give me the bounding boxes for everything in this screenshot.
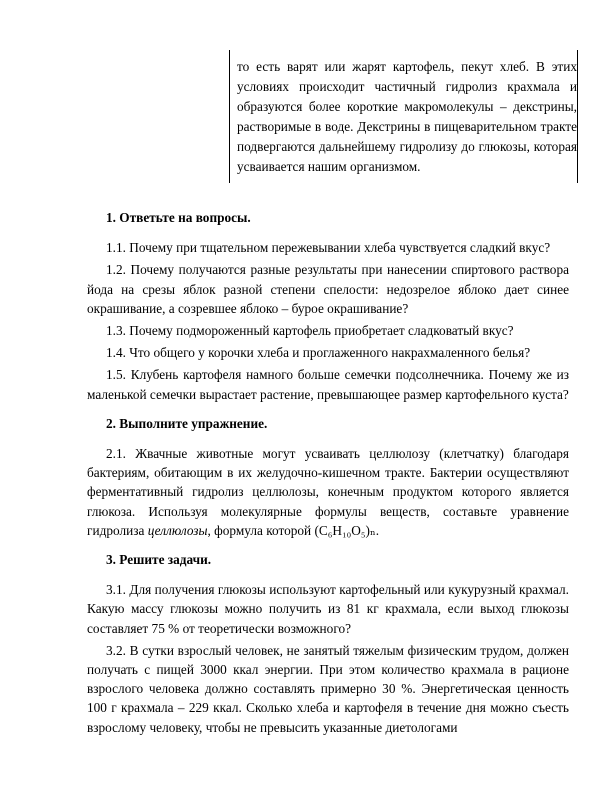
- boxed-text: [229, 50, 578, 183]
- section1-heading: 1. Ответьте на вопросы.: [106, 210, 251, 225]
- question-1-1: 1.1. Почему при тщательном пережевывании хлеба чувствуется сладкий вкус?: [106, 240, 551, 256]
- question-1-2: 1.2. Почему получаются разные результаты при нанесении спиртового раствора йода на срезы яблок разной степени спелости: недозрелое яблоко дает синее окрашивание, а созревшее яблоко – бурое окрашивание?: [87, 262, 569, 316]
- exercise-2-1: [87, 444, 569, 540]
- task-3-2: 3.2. В сутки взрослый человек, не занятый тяжелым физическим трудом, должен получать с пищей 3000 ккал энергии. При этом количество крахмала в рационе взрослого человека должно составлять примерно 30 %. Энергетическая ценность 100 г крахмала – 229 ккал. Сколько хлеба и картофеля в течение дня можно съесть взрослому человеку, чтобы не превысить указанные диетологами: [87, 642, 569, 735]
- exercise-2-1-italic: целлюлозы: [147, 522, 208, 538]
- exercise-2-1-text: 2.1. Жвачные животные могут усваивать целлюлозу (клетчатку) благодаря бактериям, обитающим в их желудочно-кишечном тракте. Бактерии осуществляют ферментативный гидролиз целлюлозы, конечным продуктом которого является глюкоза. Используя молекулярные формулы веществ, составьте уравнение гидролиза: [87, 446, 569, 538]
- question-1-3: 1.3. Почему подмороженный картофель приобретает сладковатый вкус?: [106, 323, 514, 339]
- section3-heading: 3. Решите задачи.: [106, 552, 212, 568]
- boxed-paragraph: то есть варят или жарят картофель, пекут хлеб. В этих условиях происходит частичный гидролиз крахмала и образуются более короткие макромолекулы – декстрины, растворимые в воде. Декстрины в пищеварительном тракте подвергаются дальнейшему гидролизу до глюкозы, которая усваивается нашим организмом.: [237, 59, 577, 174]
- section2-heading: 2. Выполните упражнение.: [106, 415, 268, 431]
- exercise-2-1-formula: , формула которой (C₆H₁₀O₅)ₙ.: [207, 522, 380, 538]
- task-3-1: 3.1. Для получения глюкозы используют картофельный или кукурузный крахмал. Какую массу глюкозы можно получить из 81 кг крахмала, если выход глюкозы составляет 75 % от теоретически возможного?: [87, 582, 569, 636]
- main-content: [87, 208, 569, 737]
- question-1-5: 1.5. Клубень картофеля намного больше семечки подсолнечника. Почему же из маленькой семечки вырастает растение, превышающее размер картофельного куста?: [87, 367, 569, 402]
- question-1-4: 1.4. Что общего у корочки хлеба и проглаженного накрахмаленного белья?: [106, 345, 531, 361]
